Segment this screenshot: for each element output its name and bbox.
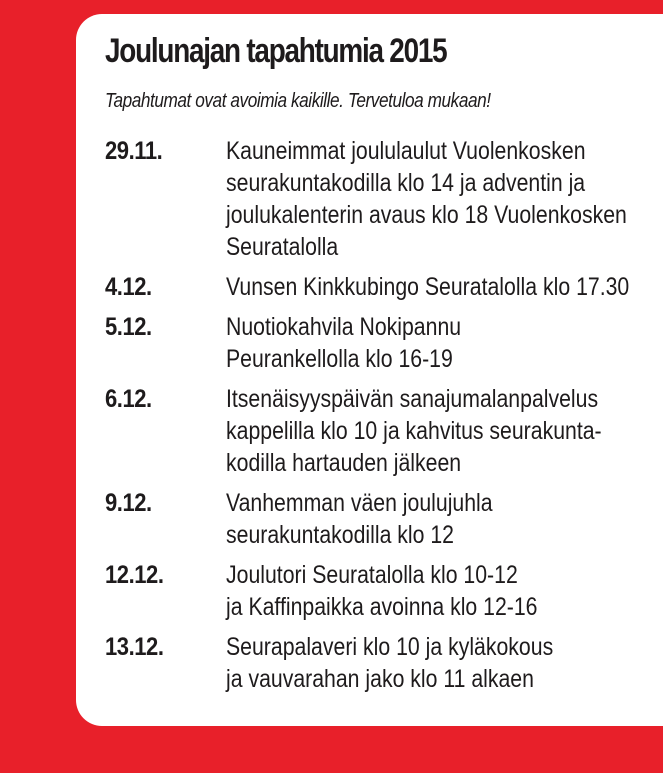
event-date: 12.12. (105, 561, 164, 589)
event-list (105, 135, 663, 695)
event-description-line: Peurankellolla klo 16-19 (226, 345, 453, 373)
event-date: 29.11. (105, 137, 163, 165)
event-description-line: Nuotiokahvila Nokipannu (226, 313, 462, 341)
event-description (226, 383, 634, 479)
event-description (226, 631, 634, 695)
event-description (226, 311, 634, 375)
event-description-line: Vanhemman väen joulujuhla (226, 489, 493, 517)
event-description-line: seurakuntakodilla klo 14 ja adventin ja (226, 169, 586, 197)
event-date: 13.12. (105, 633, 164, 661)
event-item (105, 271, 663, 303)
event-description-line: Vunsen Kinkkubingo Seuratalolla klo 17.30 (226, 273, 630, 301)
event-description-line: seurakuntakodilla klo 12 (226, 521, 454, 549)
event-description-line: Kauneimmat joululaulut Vuolenkosken (226, 137, 586, 165)
event-date: 6.12. (105, 385, 152, 413)
event-item (105, 559, 663, 623)
event-description (226, 135, 634, 263)
event-description (226, 271, 634, 303)
event-item (105, 311, 663, 375)
event-description-line: Seuratalolla (226, 233, 339, 261)
event-item (105, 631, 663, 695)
event-date: 4.12. (105, 273, 152, 301)
event-description-line: ja vauvarahan jako klo 11 alkaen (226, 665, 534, 693)
event-item (105, 135, 663, 263)
event-date: 9.12. (105, 489, 152, 517)
event-description-line: kappelilla klo 10 ja kahvitus seurakunta- (226, 417, 602, 445)
event-description-line: kodilla hartauden jälkeen (226, 449, 462, 477)
page-title: Joulunajan tapahtumia 2015 (105, 32, 447, 70)
page-subtitle: Tapahtumat ovat avoimia kaikille. Tervetuloa mukaan! (105, 90, 491, 112)
event-description-line: ja Kaffinpaikka avoinna klo 12-16 (226, 593, 538, 621)
event-card (76, 14, 663, 726)
event-date: 5.12. (105, 313, 152, 341)
event-description (226, 559, 634, 623)
event-description-line: Joulutori Seuratalolla klo 10-12 (226, 561, 518, 589)
event-description-line: joulukalenterin avaus klo 18 Vuolenkosken (226, 201, 627, 229)
event-description-line: Seurapalaveri klo 10 ja kyläkokous (226, 633, 554, 661)
event-item (105, 487, 663, 551)
event-description (226, 487, 634, 551)
event-item (105, 383, 663, 479)
event-description-line: Itsenäisyyspäivän sanajumalanpalvelus (226, 385, 599, 413)
